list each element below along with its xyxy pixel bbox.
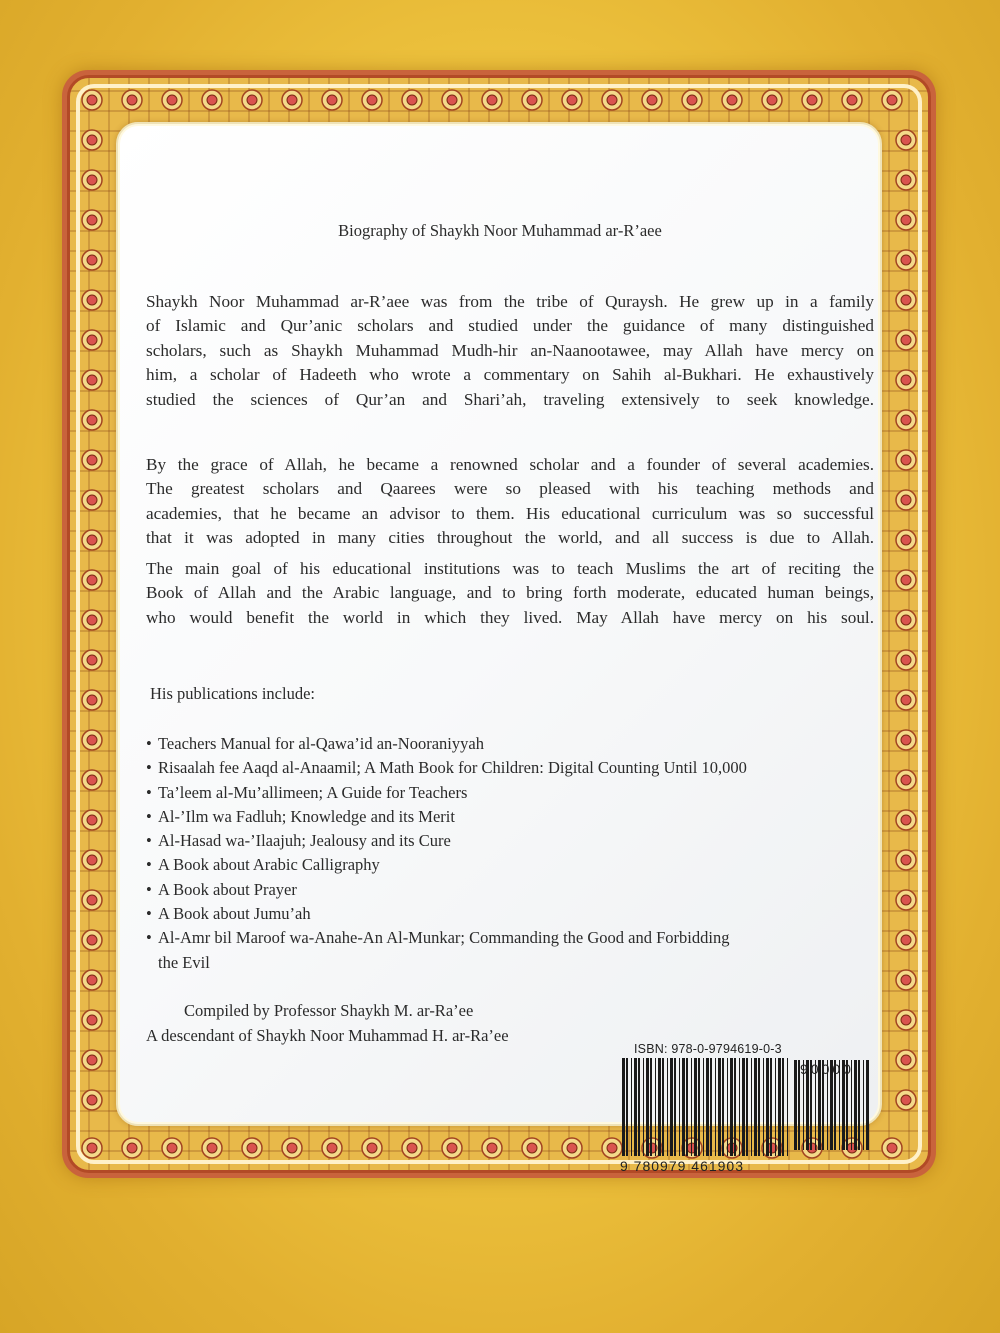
barcode-bar (778, 1058, 781, 1156)
barcode-addon-digits: 90000 (800, 1061, 854, 1077)
paragraph-line: studied the sciences of Qur’an and Shari’ah, traveling extensively to seek knowledge. (146, 389, 874, 409)
paragraph-line: Book of Allah and the Arabic language, and to bring forth moderate, educated human beings, (146, 583, 874, 603)
barcode-bar (858, 1060, 860, 1150)
list-item: • Risaalah fee Aaqd al-Anaamil; A Math Book for Children: Digital Counting Until 10,000 (146, 756, 886, 780)
paragraph-1 (146, 290, 874, 412)
barcode-bar (718, 1058, 721, 1156)
paragraph-line: scholars, such as Shaykh Muhammad Mudh-hir an-Naanootawee, may Allah have mercy on (146, 340, 874, 360)
page-title: Biography of Shaykh Noor Muhammad ar-R’aee (338, 221, 662, 240)
barcode-bar (703, 1058, 704, 1156)
barcode-bar (794, 1060, 797, 1150)
barcode-bar (626, 1058, 628, 1156)
list-item: • Al-’Ilm wa Fadluh; Knowledge and its Merit (146, 805, 886, 829)
barcode-bar (682, 1058, 685, 1156)
barcode-bar (775, 1058, 776, 1156)
barcode-bar (754, 1058, 757, 1156)
list-item: • Ta’leem al-Mu’allimeen; A Guide for Teachers (146, 781, 886, 805)
barcode-bar (863, 1060, 864, 1150)
paragraph-line: him, a scholar of Hadeeth who wrote a commentary on Sahih al-Bukhari. He exhaustively (146, 365, 874, 385)
barcode-bar (679, 1058, 680, 1156)
barcode-bar (866, 1060, 869, 1150)
isbn-label: ISBN: 978-0-9794619-0-3 (634, 1042, 782, 1056)
barcode-bar (655, 1058, 656, 1156)
barcode-bar (727, 1058, 728, 1156)
paragraph-line: By the grace of Allah, he became a renowned scholar and a founder of several academies. (146, 455, 874, 474)
list-item: • A Book about Prayer (146, 878, 886, 902)
compiled-by: Compiled by Professor Shaykh M. ar-Ra’ee (184, 1001, 474, 1020)
barcode-bar (646, 1058, 649, 1156)
paragraph-line: Shaykh Noor Muhammad ar-R’aee was from the tribe of Quraysh. He grew up in a family (146, 292, 874, 311)
barcode-bar (730, 1058, 733, 1156)
barcode-bar (650, 1058, 652, 1156)
barcode-bar (622, 1058, 625, 1156)
barcode-bar (766, 1058, 769, 1156)
paragraph-line: The main goal of his educational institutions was to teach Muslims the art of reciting the (146, 559, 874, 578)
paragraph-line: The greatest scholars and Qaarees were so pleased with his teaching methods and (146, 479, 874, 499)
paragraph-line: academies, that he became an advisor to them. His educational curriculum was so successful (146, 503, 874, 523)
barcode-bar (694, 1058, 697, 1156)
barcode-bar (770, 1058, 772, 1156)
barcode-bar (638, 1058, 640, 1156)
paragraph-2 (146, 453, 874, 551)
barcode-bar (674, 1058, 676, 1156)
barcode-bar (751, 1058, 752, 1156)
barcode-bar (706, 1058, 709, 1156)
barcode-bar (722, 1058, 724, 1156)
list-item: • A Book about Arabic Calligraphy (146, 853, 886, 877)
barcode-main (620, 1058, 790, 1168)
barcode-bar (739, 1058, 740, 1156)
paragraph-line: who would benefit the world in which they lived. May Allah have mercy on his soul. (146, 607, 874, 627)
barcode-bar (710, 1058, 712, 1156)
barcode-bar (763, 1058, 764, 1156)
barcode-bar (746, 1058, 748, 1156)
barcode-bar (634, 1058, 637, 1156)
barcode-bar (758, 1058, 760, 1156)
barcode-bar (662, 1058, 664, 1156)
paragraph-line: of Islamic and Qur’anic scholars and studied under the guidance of many distinguished (146, 316, 874, 336)
descendant-line: A descendant of Shaykh Noor Muhammad H. ar-Ra’ee (146, 1026, 509, 1045)
publications-list (146, 732, 886, 951)
paragraph-line: that it was adopted in many cities throughout the world, and all success is due to Allah. (146, 528, 874, 548)
publications-heading: His publications include: (150, 684, 315, 703)
barcode-bar (670, 1058, 673, 1156)
barcode-bar (667, 1058, 668, 1156)
barcode-bar (686, 1058, 688, 1156)
barcode-bar (631, 1058, 632, 1156)
barcode-bar (658, 1058, 661, 1156)
barcode-bar (643, 1058, 644, 1156)
barcode-bar (698, 1058, 700, 1156)
barcode-bar (734, 1058, 736, 1156)
paragraph-3 (146, 557, 874, 630)
list-item: • Al-Hasad wa-’Ilaajuh; Jealousy and its Cure (146, 829, 886, 853)
barcode-digits: 9 780979 461903 (620, 1158, 744, 1174)
list-item-continuation: the Evil (158, 953, 210, 972)
barcode-bar (787, 1058, 788, 1156)
list-item: • Al-Amr bil Maroof wa-Anahe-An Al-Munkar; Commanding the Good and Forbidding (146, 926, 886, 950)
barcode-bar (782, 1058, 784, 1156)
barcode-bar (854, 1060, 857, 1150)
list-item: • A Book about Jumu’ah (146, 902, 886, 926)
credit-block (146, 998, 509, 1048)
list-item: • Teachers Manual for al-Qawa’id an-Nooraniyyah (146, 732, 886, 756)
barcode-bar (742, 1058, 745, 1156)
barcode-bar (715, 1058, 716, 1156)
barcode-bar (691, 1058, 692, 1156)
